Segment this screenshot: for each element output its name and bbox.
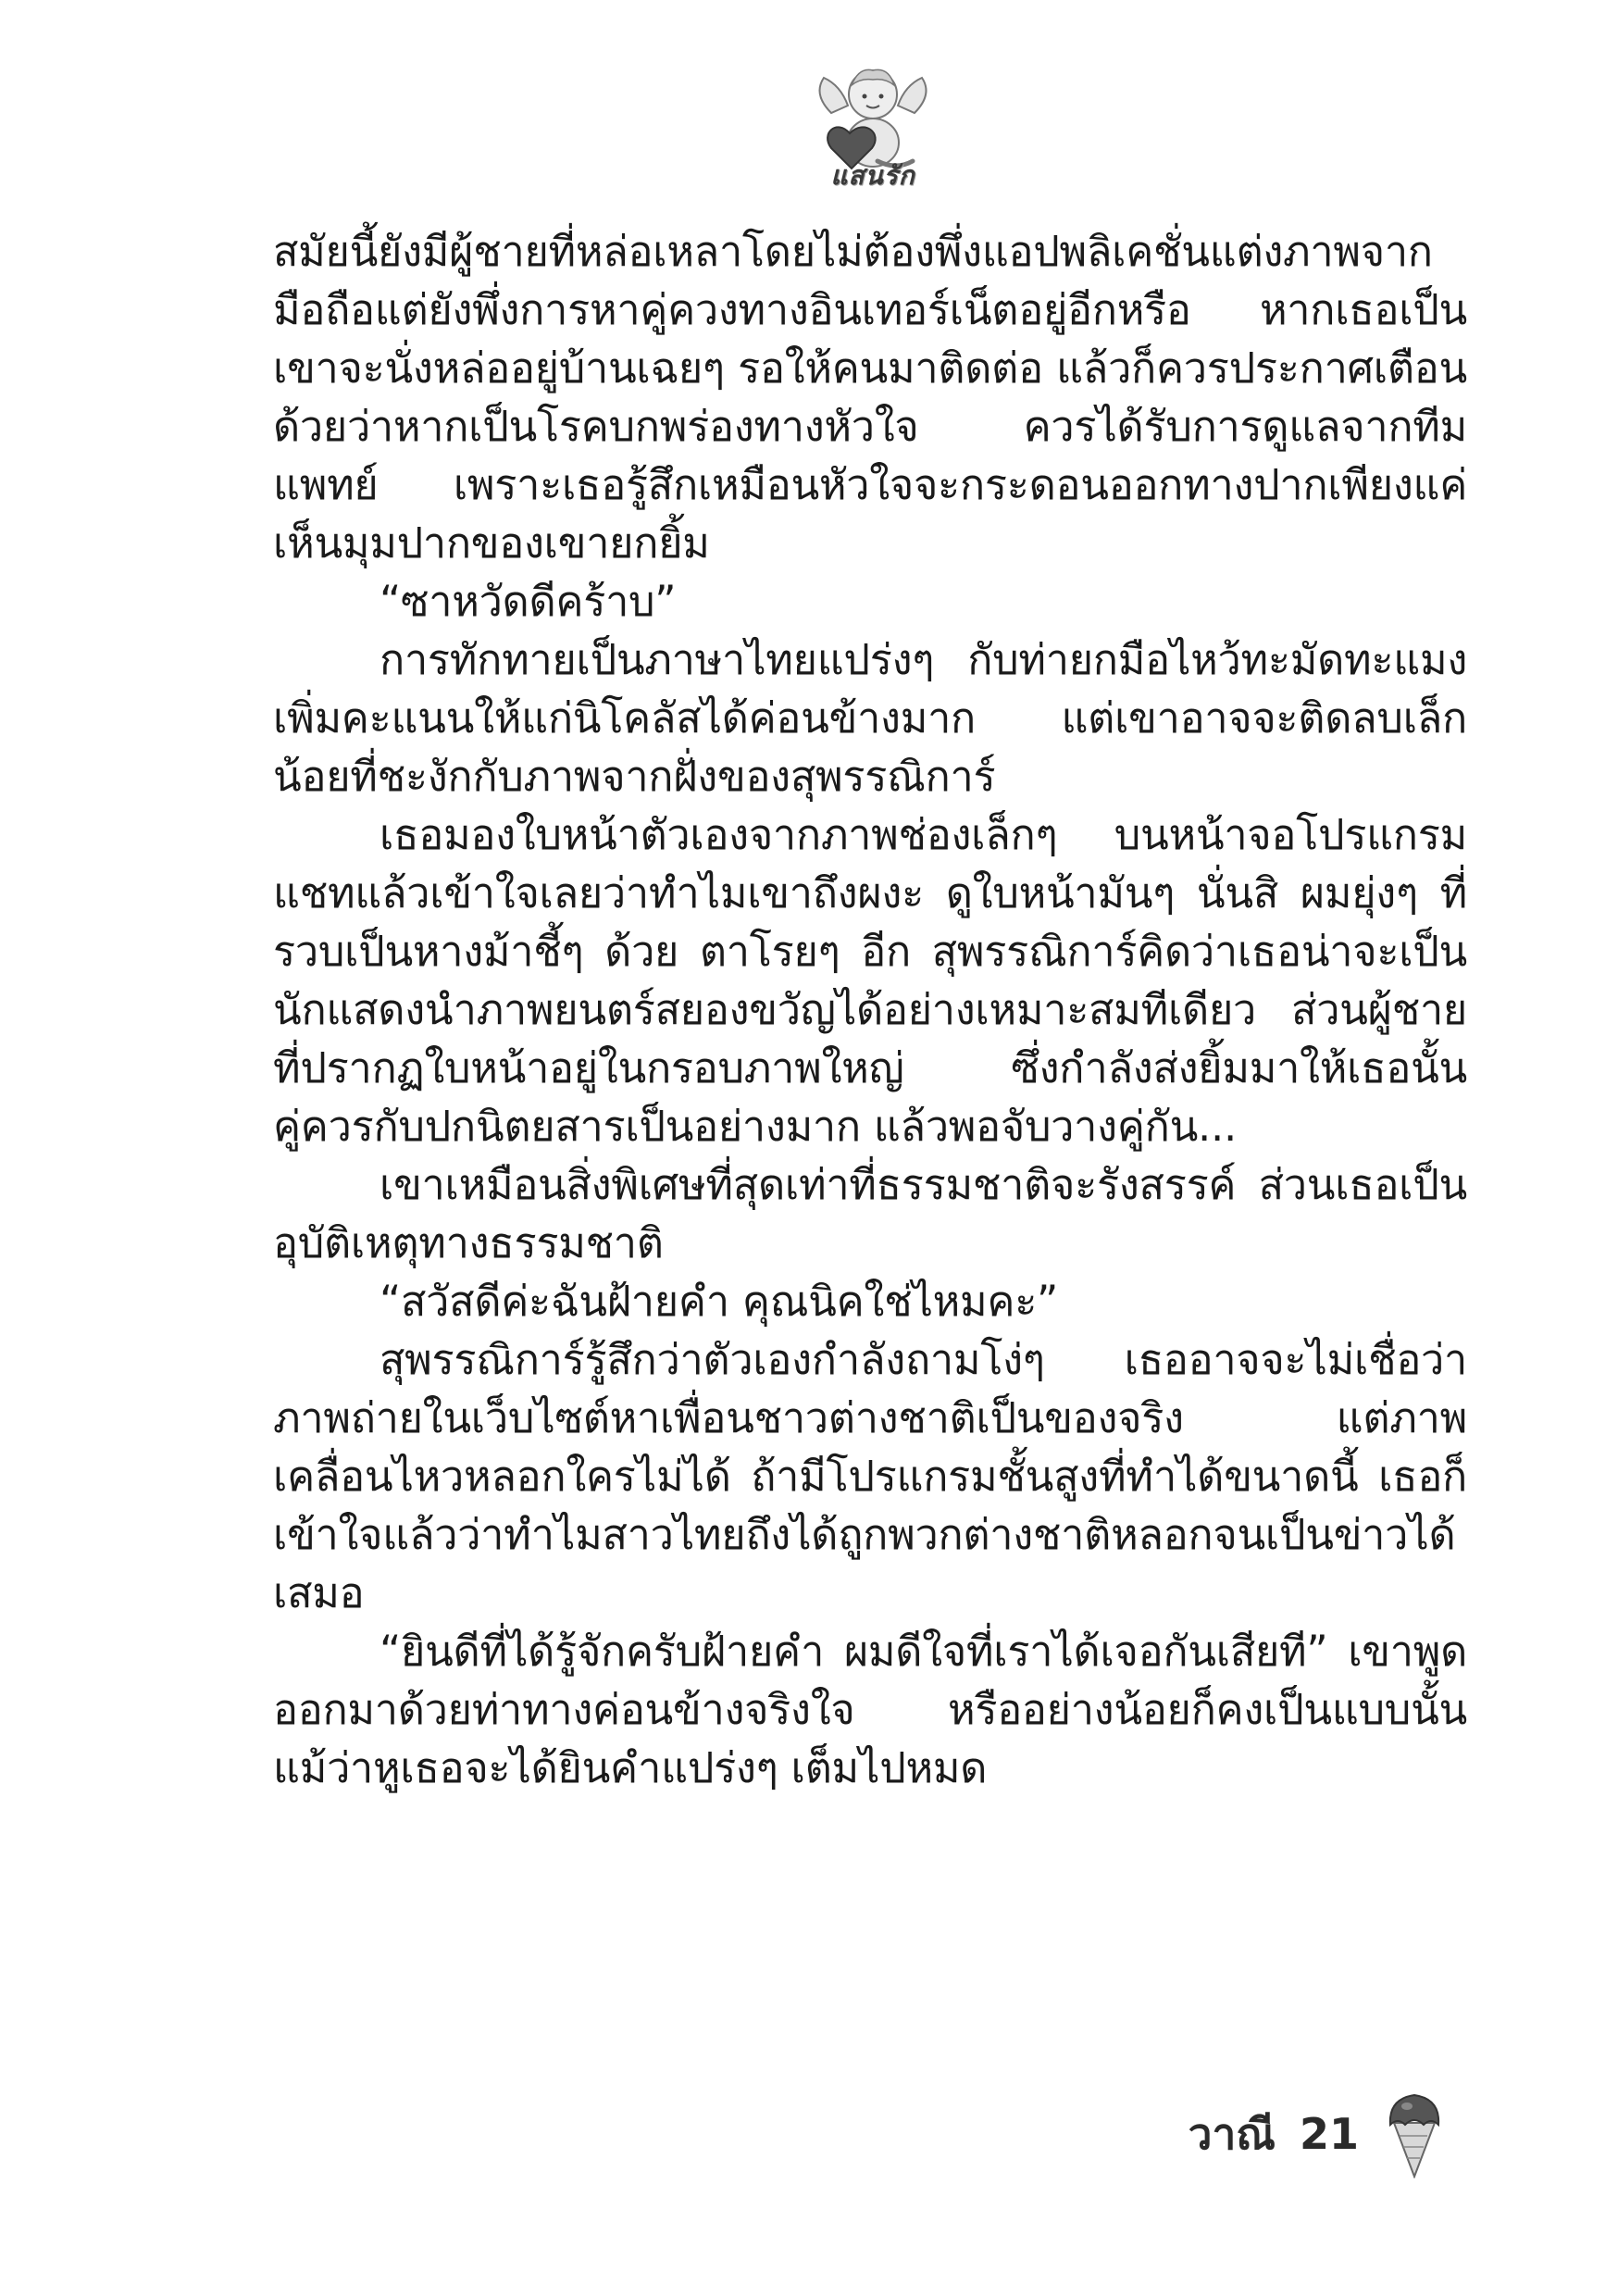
paragraph: “ซาหวัดดีคร้าบ” — [380, 577, 677, 626]
paragraph: สมัยนี้ยังมีผู้ชายที่หล่อเหลาโดยไม่ต้องพึ่งแอปพลิเคชั่นแต่งภาพจากมือถือแต่ยังพึ่งการหาคู่ควงทางอินเทอร์เน็ตอยู่อีกหรือ หากเธอเป็นเขาจะนั่งหล่ออยู่บ้านเฉยๆ รอให้คนมาติดต่อ แล้วก็ควรประกาศเตือนด้วยว่าหากเป็นโรคบกพร่องทางหัวใจ ควรได้รับการดูแลจากทีมแพทย์ เพราะเธอรู้สึกเหมือนหัวใจจะกระดอนออกทางปากเพียงแค่เห็นมุมปากของเขายกยิ้ม — [273, 227, 1467, 568]
paragraph: การทักทายเป็นภาษาไทยแปร่งๆ กับท่ายกมือไหว้ทะมัดทะแมงเพิ่มคะแนนให้แก่นิโคลัสได้ค่อนข้างมาก แต่เขาอาจจะติดลบเล็กน้อยที่ชะงักกับภาพจากฝั่งของสุพรรณิการ์ — [273, 635, 1467, 801]
paragraph: “สวัสดีค่ะฉันฝ้ายคำ คุณนิคใช่ไหมคะ” — [380, 1277, 1059, 1326]
page-footer — [1189, 2092, 1442, 2176]
ice-cream-cone-icon — [1387, 2090, 1442, 2178]
paragraph: เธอมองใบหน้าตัวเองจากภาพช่องเล็กๆ บนหน้าจอโปรแกรมแชทแล้วเข้าใจเลยว่าทำไมเขาถึงผงะ ดูใบหน้ามันๆ นั่นสิ ผมยุ่งๆ ที่รวบเป็นหางม้าชี้ๆ ด้วย ตาโรยๆ อีก สุพรรณิการ์คิดว่าเธอน่าจะเป็นนักแสดงนำภาพยนตร์สยองขวัญได้อย่างเหมาะสมทีเดียว ส่วนผู้ชายที่ปรากฏใบหน้าอยู่ในกรอบภาพใหญ่ ซึ่งกำลังส่งยิ้มมาให้เธอนั้นคู่ควรกับปกนิตยสารเป็นอย่างมาก แล้วพอจับวางคู่กัน... — [273, 810, 1467, 1151]
story-body — [273, 222, 1467, 1797]
paragraph: สุพรรณิการ์รู้สึกว่าตัวเองกำลังถามโง่ๆ เธออาจจะไม่เชื่อว่าภาพถ่ายในเว็บไซต์หาเพื่อนชาวต่างชาติเป็นของจริง แต่ภาพเคลื่อนไหวหลอกใครไม่ได้ ถ้ามีโปรแกรมชั้นสูงที่ทำได้ขนาดนี้ เธอก็เข้าใจแล้วว่าทำไมสาวไทยถึงได้ถูกพวกต่างชาติหลอกจนเป็นข่าวได้เสมอ — [273, 1335, 1467, 1617]
paragraph: เขาเหมือนสิ่งพิเศษที่สุดเท่าที่ธรรมชาติจะรังสรรค์ ส่วนเธอเป็นอุบัติเหตุทางธรรมชาติ — [273, 1160, 1467, 1267]
paragraph: “ยินดีที่ได้รู้จักครับฝ้ายคำ ผมดีใจที่เราได้เจอกันเสียที” เขาพูดออกมาด้วยท่าทางค่อนข้างจริงใจ หรืออย่างน้อยก็คงเป็นแบบนั้น แม้ว่าหูเธอจะได้ยินคำแปร่งๆ เต็มไปหมด — [273, 1627, 1467, 1792]
page-number: 21 — [1299, 2109, 1359, 2159]
logo-caption: แสนรัก — [830, 160, 915, 191]
footer-title: วาณี — [1188, 2108, 1276, 2159]
